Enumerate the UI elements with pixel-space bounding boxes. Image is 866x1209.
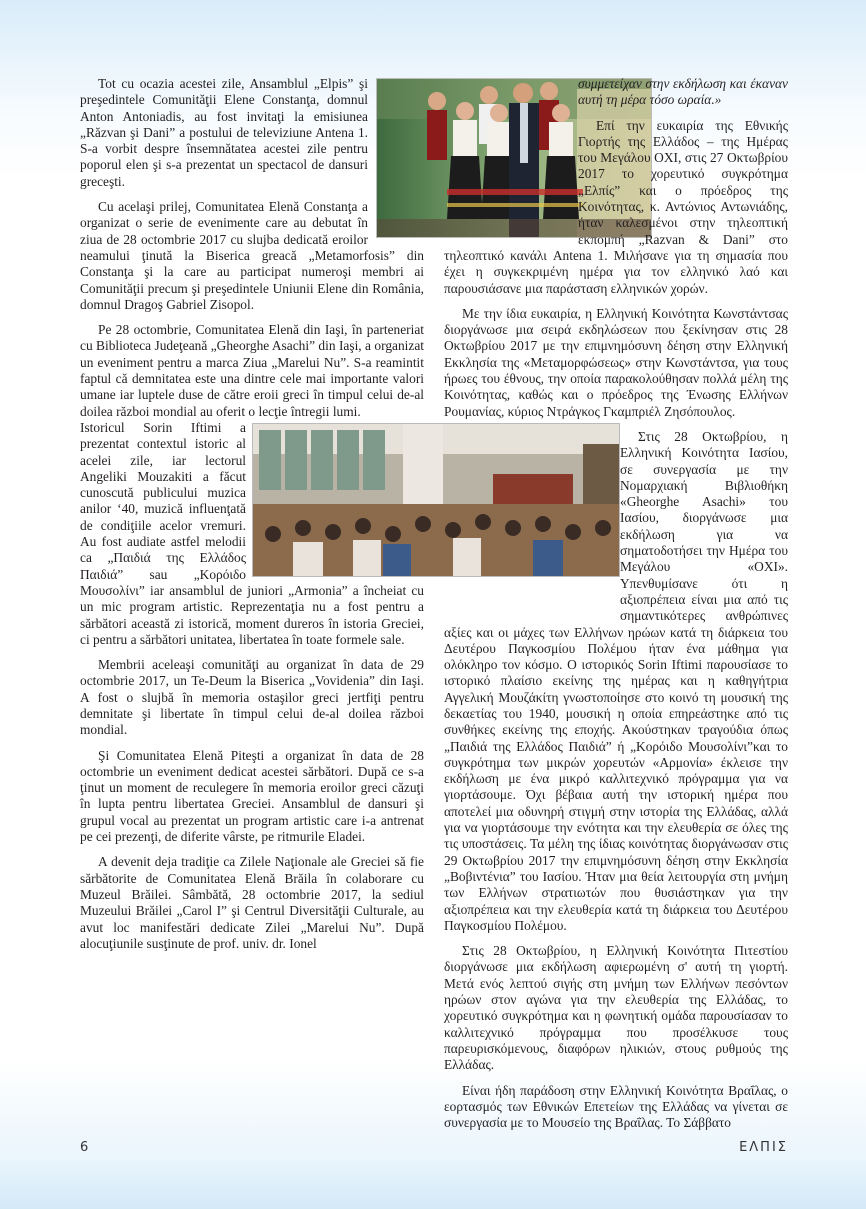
left-paragraph-4: Membrii aceleaşi comunităţi au organizat în data de 29 octombrie 2017, un Te-Deum la Biserica „Vovidenia” din Iaşi. A fost o slujbă în memoria ostaşilor greci jertfiţi pentru demnitate şi libertate în timpul celui de-al doilea război mondial. <box>80 657 424 738</box>
left-paragraph-1: Tot cu ocazia acestei zile, Ansamblul „Elpis” şi preşedintele Comunităţii Elene Constanţa, domnul Anton Antoniadis, au fost invitaţi la emisiunea „Răzvan şi Dani” a postului de televiziune Antena 1. S-a vorbit despre însemnătatea acestei zile pentru poporul elen şi s-a prezentat un spectacol de dansuri greceşti. <box>80 76 368 189</box>
right-paragraph-0: συμμετείχαν στην εκδήλωση και έκαναν αυτή τη μέρα τόσο ωραία.» <box>578 76 788 108</box>
left-paragraph-6: A devenit deja tradiţie ca Zilele Naţionale ale Greciei să fie sărbătorite de Comunitatea Elenă Brăila în colaborare cu Muzeul Brăilei. Sâmbătă, 28 octombrie 2017, la sediul Muzeului Brăilei „Carol I” şi Centrul Diversităţii Culturale, au avut loc manifestări dedicate Zilei „Marelui Nu”. După alocuţiunile susţinute de prof. univ. dr. Ionel <box>80 854 424 951</box>
left-paragraph-2: Cu acelaşi prilej, Comunitatea Elenă Constanţa a organizat o serie de evenimente care au debutat în ziua de 28 octombrie 2017 cu slujba dedicată eroilor neamului ţinută la Biserica greacă „Metamorfosis” din Constanţa şi la care au participat numeroşi membri ai Comunităţii precum şi preşedintele Uniunii Elene din România, domnul Dragoş Gabriel Zisopol. <box>80 199 424 312</box>
left-column <box>80 76 424 961</box>
photo-elpis-overlap-spacer <box>444 76 578 234</box>
right-paragraph-2: Με την ίδια ευκαιρία, η Ελληνική Κοινότητα Κωνστάντσας διοργάνωσε μια σειρά εκδηλώσεων που ξεκίνησαν στις 28 Οκτωβρίου 2017 με την επιμνημόσυνη δέηση στην Ελληνική Εκκλησία της «Μεταμορφώσεως» στην Κωνστάντσα, για τους ήρωες του έθνους, την οποία παρακολούθησαν πολλά μέλη της Κοινότητας, καθώς και ο πρόεδρος της Ένωσης Ελλήνων Ρουμανίας, κύριος Ντράγκος Γκαμπριέλ Ζησόπουλος. <box>444 305 788 419</box>
left-paragraph-3b: Istoricul Sorin Iftimi a prezentat contextul istoric al acelei zile, iar lectorul Angeliki Mouzakiti a făcut cunoscută publicului muzica anilor ‘40, muzică influenţată de condiţiile acelor vremuri. Au fost audiate astfel melodii ca „Παιδιά της Ελλάδος Παιδιά” sau „Κορόιδο Μουσολίνι” iar ansamblul de juniori „Armonia” a încheiat cu un mic program artistic. Reprezentaţia nu a fost pentru a sărbători această zi istorică, moment dureros în istoria Greciei, ci pentru a sărbători unitatea, libertatea în toate formele sale. <box>80 419 424 647</box>
page-number: 6 <box>80 1140 89 1155</box>
left-paragraph-5: Şi Comunitatea Elenă Piteşti a organizat în data de 28 octombrie un eveniment dedicat acestei sărbători. După ce s-a ţinut un moment de reculegere în memoria eroilor greci căzuţi în lupta pentru libertatea Greciei. Ansamblul de dansuri şi grupul vocal au prezentat un program artistic care i-a antrenat pe cei prezenţi, de diferite vârste, pe ritmurile Eladei. <box>80 747 424 845</box>
right-paragraph-3: Στις 28 Οκτωβρίου, η Ελληνική Κοινότητα Ιασίου, σε συνεργασία με την Νομαρχιακή Βιβλιοθήκη «Gheorghe Asachi» του Ιασίου, διοργάνωσε μια εκδήλωση για να σηματοδοτήσει την Ημέρα του Μεγάλου «ΟΧΙ». Υπενθυμίσανε ότι η αξιοπρέπεια είναι μια από τις σημαντικότερες ανθρώπινες αξίες και οι μάχες των Ελλήνων ηρώων κατά τη διάρκεια του Δευτέρου Παγκοσμίου Πολέμου ήταν ένα μάθημα για ολόκληρο τον κόσμο. Ο ιστορικός Sorin Iftimi παρουσίασε το ιστορικό πλαίσιο εκείνης της ημέρας και η καθηγήτρια Αγγελική Μουζάκίτη γνωστοποίησε στο κοινό τη μουσική της δεκαετίας του 1940, μουσική η οποία επηρεάστηκε από τις συνθήκες εκείνης της εποχής. Ακούστηκαν τραγούδια όπως „Παιδιά της Ελλάδος Παιδιά” ή „Κορόιδο Μουσολίνι”και το συγκρότημα των μικρών χορευτών «Αρμονία» έκλεισε την εκδήλωση με ένα μικρό καλλιτεχνικό πρόγραμμα για να γιορτάσουμε. Όχι βέβαια αυτή την ιστορική ημέρα που αποτελεί μια οδυνηρή στιγμή στην ιστορία της Ελλάδας, αλλά για να γιορτάσουμε την ενότητα και την ελευθερία σε όλες της τις υποστάσεις. Τα μέλη της ίδιας κοινότητας διοργάνωσαν στις 29 Οκτωβρίου 2017 την επιμνημόσυνη δέηση στην Εκκλησία „Βοβιντένια” του Ιασίου. Ήταν μια θεία λειτουργία στη μνήμη των Ελλήνων στρατιωτών που θυσιάστηκαν για την αξιοπρέπεια και την ελευθερία κατά τη διάρκεια του Δευτέρου Παγκοσμίου Πολέμου. <box>444 428 788 933</box>
left-paragraph-3a: Pe 28 octombrie, Comunitatea Elenă din Iaşi, în parteneriat cu Biblioteca Judeţeană „Gheorghe Asachi” din Iaşi, a organizat un eveniment pentru a marca Ziua „Marelui Nu”. S-a reamintit faptul că demnitatea este una dintre cele mai importante valori umane iar luptele duse de către eroii greci în timpul celui de-al doilea război mondial au oferit o lecţie întregii lumi. <box>80 322 424 419</box>
right-paragraph-5: Είναι ήδη παράδοση στην Ελληνική Κοινότητα Βραΐλας, ο εορτασμός των Εθνικών Επετείων της Ελλάδας να γίνεται σε συνεργασία με το Μουσείο της Βραΐλας. Το Σάββατο <box>444 1082 788 1131</box>
right-paragraph-4: Στις 28 Οκτωβρίου, η Ελληνική Κοινότητα Πιτεστίου διοργάνωσε μια εκδήλωση αφιερωμένη σ' αυτή τη γιορτή. Μετά ενός λεπτού σιγής στη μνήμη των Ελλήνων πεσόντων ηρώων στον αγώνα για την ελευθερία της Ελλάδας, το χορευτικό συγκρότημα και η φωνητική ομάδα παρουσίασαν το καλλιτεχνικό πρόγραμμα που προσέλκυσε τους παρευρισκόμενους, διαφόρων ηλικιών, στους ρυθμούς της Ελλάδας. <box>444 943 788 1073</box>
right-column <box>444 76 788 1140</box>
right-paragraph-1: Επί την ευκαιρία της Εθνικής Γιορτής της Ελλάδος – της Ημέρας του Μεγάλου ΟΧΙ, στις 27 Οκτωβρίου 2017 το χορευτικό συγκρότημα „Ελπίς” και ο πρόεδρος της Κοινότητας, κ. Αντώνιος Αντωνιάδης, ήταν καλεσμένοι στην τηλεοπτική εκπομπή „Razvan & Dani” στο τηλεοπτικό κανάλι Antena 1. Μιλήσανε για τη σημασία που έχει η συγκεκριμένη ημέρα για τον ελληνικό λαό και παρουσιάσανε μια παράσταση ελληνικών χορών. <box>444 117 788 296</box>
photo-library-overlap-spacer <box>444 459 620 615</box>
magazine-name: ΕΛΠΙΣ <box>739 1140 788 1155</box>
